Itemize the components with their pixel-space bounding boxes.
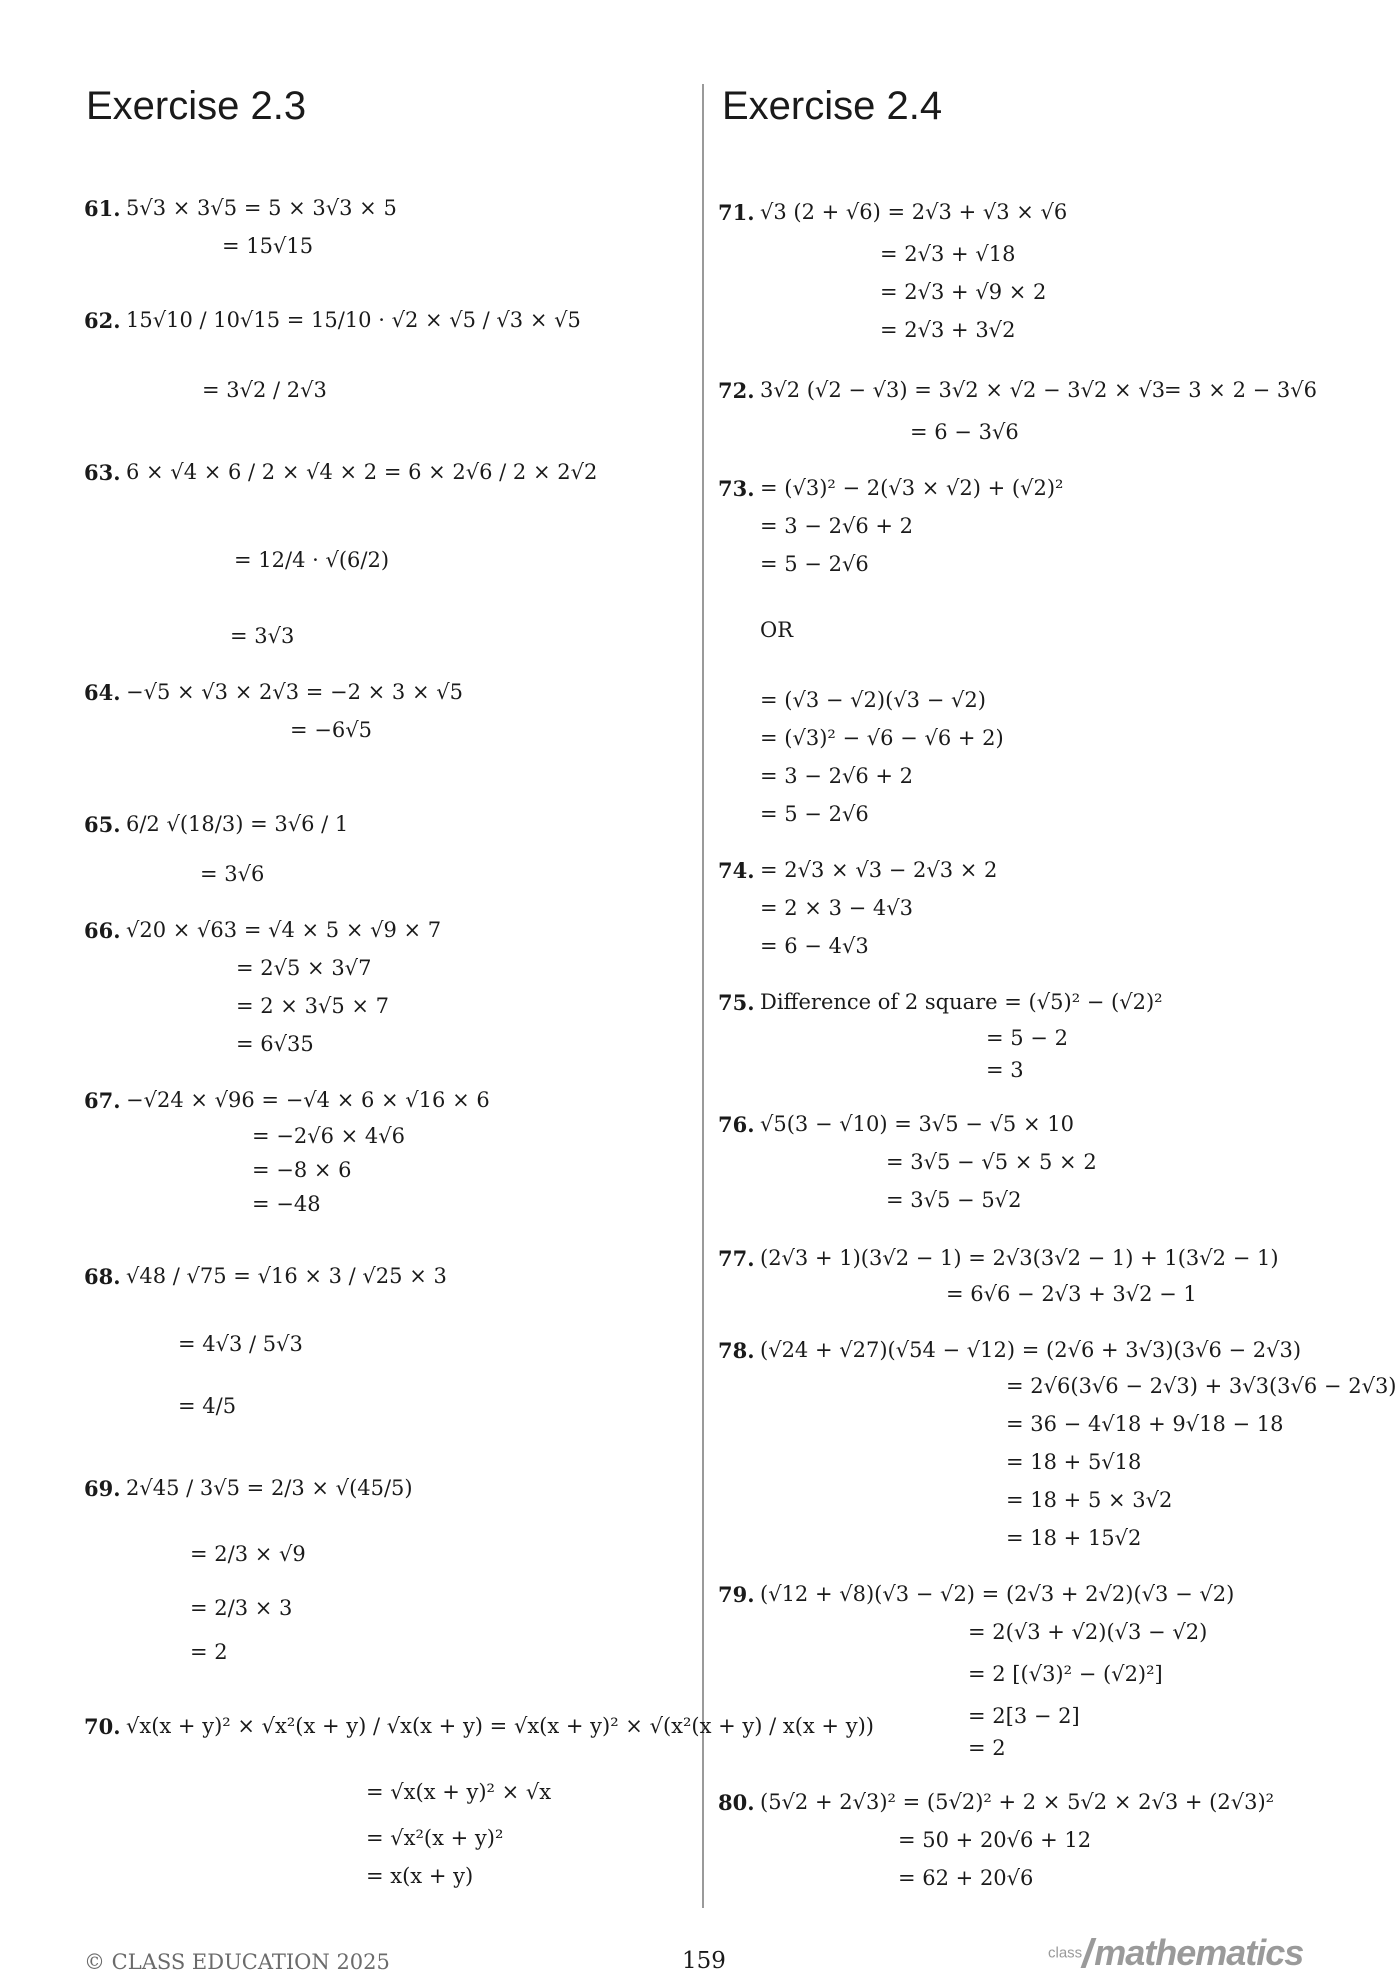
problem-61-line-2: = 15√15 [222,234,314,258]
problem-73-number: 73. [718,476,755,501]
problem-73-line-4: = (√3 − √2)(√3 − √2) [760,688,986,712]
problem-67-line-1: −√24 × √96 = −√4 × 6 × √16 × 6 [126,1088,490,1112]
problem-71-line-1: √3 (2 + √6) = 2√3 + √3 × √6 [760,200,1068,224]
problem-68-number: 68. [84,1264,121,1289]
problem-73-line-3: = 5 − 2√6 [760,552,869,576]
problem-73-line-2: = 3 − 2√6 + 2 [760,514,913,538]
problem-80-number: 80. [718,1790,755,1815]
problem-72-line-1: 3√2 (√2 − √3) = 3√2 × √2 − 3√2 × √3 [760,378,1166,402]
problem-80-line-1: (5√2 + 2√3)² = (5√2)² + 2 × 5√2 × 2√3 + (2√3)² [760,1790,1275,1814]
problem-63-number: 63. [84,460,121,485]
problem-69-line-1: 2√45 / 3√5 = 2/3 × √(45/5) [126,1476,413,1500]
problem-78-line-3: = 36 − 4√18 + 9√18 − 18 [1006,1412,1284,1436]
problem-78-line-1: (√24 + √27)(√54 − √12) = (2√6 + 3√3)(3√6 − 2√3) [760,1338,1302,1362]
problem-76-line-3: = 3√5 − 5√2 [886,1188,1022,1212]
logo-mathematics-text: mathematics [1094,1932,1304,1973]
problem-69-line-3: = 2/3 × 3 [190,1596,293,1620]
problem-78-number: 78. [718,1338,755,1363]
problem-73-line-6: = 3 − 2√6 + 2 [760,764,913,788]
problem-66-number: 66. [84,918,121,943]
problem-73-line-5: = (√3)² − √6 − √6 + 2) [760,726,1004,750]
problem-76-line-1: √5(3 − √10) = 3√5 − √5 × 10 [760,1112,1074,1136]
problem-66-line-4: = 6√35 [236,1032,314,1056]
problem-79-line-2: = 2(√3 + √2)(√3 − √2) [968,1620,1208,1644]
problem-69-line-2: = 2/3 × √9 [190,1542,306,1566]
problem-64-line-2: = −6√5 [290,718,372,742]
heading-exercise-2-4: Exercise 2.4 [722,84,943,128]
problem-79-line-5: = 2 [968,1736,1006,1760]
problem-71-line-3: = 2√3 + √9 × 2 [880,280,1047,304]
problem-72-line-2: = 6 − 3√6 [910,420,1019,444]
problem-80-line-2: = 50 + 20√6 + 12 [898,1828,1092,1852]
problem-65-line-2: = 3√6 [200,862,265,886]
problem-80-line-3: = 62 + 20√6 [898,1866,1034,1890]
problem-74-line-3: = 6 − 4√3 [760,934,869,958]
problem-71-line-4: = 2√3 + 3√2 [880,318,1016,342]
problem-78-line-5: = 18 + 5 × 3√2 [1006,1488,1173,1512]
problem-78-line-6: = 18 + 15√2 [1006,1526,1142,1550]
problem-69-line-4: = 2 [190,1640,228,1664]
problem-75-line-2: = 5 − 2 [986,1026,1068,1050]
problem-65-line-1: 6/2 √(18/3) = 3√6 / 1 [126,812,349,836]
class-mathematics-logo [1048,1932,1303,1974]
problem-79-line-4: = 2[3 − 2] [968,1704,1080,1728]
problem-70-line-2: = √x(x + y)² × √x [366,1780,552,1804]
problem-67-number: 67. [84,1088,121,1113]
problem-72-line-1b: = 3 × 2 − 3√6 [1164,378,1317,402]
problem-76-line-2: = 3√5 − √5 × 5 × 2 [886,1150,1097,1174]
problem-79-number: 79. [718,1582,755,1607]
problem-77-number: 77. [718,1246,755,1271]
problem-75-line-1: Difference of 2 square = (√5)² − (√2)² [760,990,1163,1014]
problem-64-number: 64. [84,680,121,705]
problem-67-line-3: = −8 × 6 [252,1158,352,1182]
problem-61-line-1: 5√3 × 3√5 = 5 × 3√3 × 5 [126,196,397,220]
problem-61-number: 61. [84,196,121,221]
problem-71-number: 71. [718,200,755,225]
problem-73-or: OR [760,618,794,642]
problem-79-line-1: (√12 + √8)(√3 − √2) = (2√3 + 2√2)(√3 − √2) [760,1582,1235,1606]
problem-63-line-3: = 3√3 [230,624,295,648]
problem-74-line-1: = 2√3 × √3 − 2√3 × 2 [760,858,998,882]
problem-70-line-3: = √x²(x + y)² [366,1826,504,1850]
problem-75-number: 75. [718,990,755,1015]
problem-67-line-2: = −2√6 × 4√6 [252,1124,406,1148]
logo-class-text: class [1048,1944,1083,1962]
problem-72-number: 72. [718,378,755,403]
problem-78-line-2: = 2√6(3√6 − 2√3) + 3√3(3√6 − 2√3) [1006,1374,1397,1398]
column-divider [702,84,704,1908]
footer-copyright: © CLASS EDUCATION 2025 [84,1950,390,1974]
problem-73-line-7: = 5 − 2√6 [760,802,869,826]
problem-67-line-4: = −48 [252,1192,321,1216]
heading-exercise-2-3: Exercise 2.3 [86,84,307,128]
problem-63-line-1: 6 × √4 × 6 / 2 × √4 × 2 = 6 × 2√6 / 2 × 2√2 [126,460,598,484]
problem-71-line-2: = 2√3 + √18 [880,242,1016,266]
problem-75-line-3: = 3 [986,1058,1024,1082]
problem-74-line-2: = 2 × 3 − 4√3 [760,896,913,920]
problem-77-line-2: = 6√6 − 2√3 + 3√2 − 1 [946,1282,1197,1306]
problem-65-number: 65. [84,812,121,837]
problem-62-line-1: 15√10 / 10√15 = 15/10 · √2 × √5 / √3 × √5 [126,308,581,332]
problem-68-line-3: = 4/5 [178,1394,237,1418]
problem-66-line-1: √20 × √63 = √4 × 5 × √9 × 7 [126,918,442,942]
problem-68-line-1: √48 / √75 = √16 × 3 / √25 × 3 [126,1264,447,1288]
problem-70-line-1: √x(x + y)² × √x²(x + y) / √x(x + y) = √x(x + y)² × √(x²(x + y) / x(x + y)) [126,1714,874,1738]
problem-64-line-1: −√5 × √3 × 2√3 = −2 × 3 × √5 [126,680,463,704]
problem-77-line-1: (2√3 + 1)(3√2 − 1) = 2√3(3√2 − 1) + 1(3√2 − 1) [760,1246,1279,1270]
problem-78-line-4: = 18 + 5√18 [1006,1450,1142,1474]
problem-70-line-4: = x(x + y) [366,1864,474,1888]
problem-79-line-3: = 2 [(√3)² − (√2)²] [968,1662,1163,1686]
problem-74-number: 74. [718,858,755,883]
problem-62-number: 62. [84,308,121,333]
problem-69-number: 69. [84,1476,121,1501]
page-number: 159 [682,1948,726,1974]
problem-73-line-1: = (√3)² − 2(√3 × √2) + (√2)² [760,476,1064,500]
problem-62-line-2: = 3√2 / 2√3 [202,378,327,402]
problem-68-line-2: = 4√3 / 5√3 [178,1332,303,1356]
problem-66-line-2: = 2√5 × 3√7 [236,956,372,980]
problem-63-line-2: = 12/4 · √(6/2) [234,548,390,572]
problem-76-number: 76. [718,1112,755,1137]
problem-66-line-3: = 2 × 3√5 × 7 [236,994,389,1018]
problem-70-number: 70. [84,1714,121,1739]
